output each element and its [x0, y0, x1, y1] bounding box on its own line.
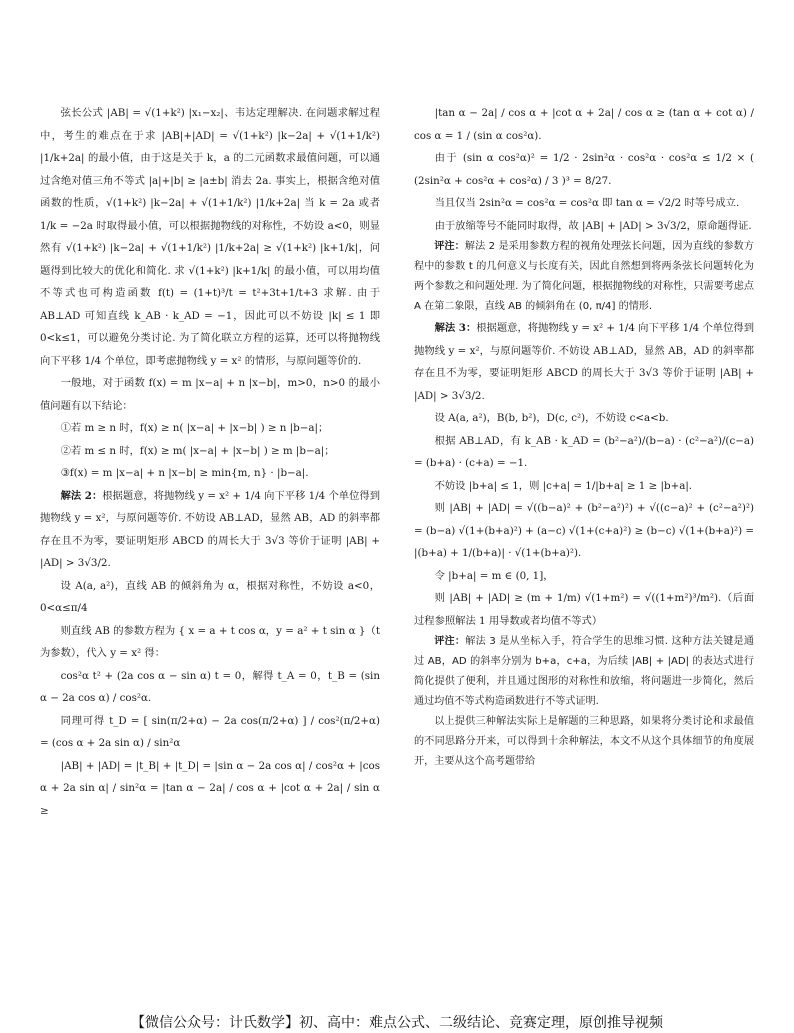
paragraph-text: ①若 m ≥ n 时，f(x) ≥ n( |x−a| + |x−b| ) ≥ n |b−a|；	[60, 422, 329, 434]
section-label: 解法 3：	[434, 322, 477, 334]
paragraph	[414, 475, 754, 498]
paragraph-text: 不妨设 |b+a| ≤ 1，则 |c+a| = 1/|b+a| ≥ 1 ≥ |b+a|.	[434, 479, 693, 492]
paragraph-text: 则 |AB| + |AD| ≥ (m + 1/m) √(1+m²) = √((1+m²)³/m²).（后面过程参照解法 1 用导数或者均值不等式）	[414, 592, 754, 627]
paragraph-text: ③f(x) = m |x−a| + n |x−b| ≥ min{m, n} · |b−a|.	[60, 467, 309, 479]
paragraph-text: 则直线 AB 的参数方程为 { x = a + t cos α，y = a² + t sin α }（t 为参数），代入 y = x² 得：	[40, 624, 380, 659]
paragraph	[40, 755, 380, 823]
paragraph-text: 一般地，对于函数 f(x) = m |x−a| + n |x−b|，m>0，n>0 的最小值问题有以下结论：	[40, 377, 380, 412]
paragraph	[40, 372, 380, 417]
paragraph	[414, 587, 754, 632]
paragraph	[40, 462, 380, 485]
paragraph-text: 当且仅当 2sin²α = cos²α = cos²α 即 tan α = √2/2 时等号成立.	[434, 197, 740, 209]
paragraph	[414, 215, 754, 238]
paragraph-text: 设 A(a, a²)，B(b, b²)，D(c, c²)，不妨设 c<a<b.	[434, 412, 669, 424]
paragraph	[414, 192, 754, 215]
paragraph	[414, 317, 754, 407]
paragraph-text: 则 |AB| + |AD| = √((b−a)² + (b²−a²)²) + √((c−a)² + (c²−a²)²) = (b−a) √(1+(b+a)²) + (a−c) √(1+(c+a)²) ≥ (b−c) √(1+(b+a)²) = |(b+a) + 1/(b+a)| · √(1+(b+a)²).	[414, 502, 754, 559]
paragraph	[414, 147, 754, 192]
paragraph	[414, 102, 754, 147]
paragraph	[40, 417, 380, 440]
paragraph-text: 根据 AB⊥AD，有 k_AB · k_AD = (b²−a²)/(b−a) · (c²−a²)/(c−a) = (b+a) · (c+a) = −1.	[414, 434, 754, 469]
right-column	[414, 102, 754, 1002]
paragraph	[40, 102, 380, 372]
paragraph	[414, 632, 754, 712]
paragraph	[40, 440, 380, 463]
left-column	[40, 102, 380, 1002]
paragraph	[414, 237, 754, 317]
paragraph-text: 根据题意，将抛物线 y = x² + 1/4 向下平移 1/4 个单位得到抛物线 y = x²，与原问题等价. 不妨设 AB⊥AD，显然 AB，AD 的斜率都存在且不为零，要证明矩形 ABCD 的周长大于 3√3 等价于证明 |AB| + |AD| > 3√3/2.	[40, 489, 380, 569]
paragraph	[414, 565, 754, 588]
paragraph-text: 令 |b+a| = m ∈ (0, 1]，	[434, 569, 554, 582]
paragraph	[40, 575, 380, 620]
paragraph	[414, 430, 754, 475]
paragraph-text: 设 A(a, a²)，直线 AB 的倾斜角为 α，根据对称性，不妨设 a<0，0<α≤π/4	[40, 579, 380, 614]
paragraph-text: 由于放缩等号不能同时取得，故 |AB| + |AD| > 3√3/2，原命题得证.	[434, 219, 752, 232]
paragraph	[414, 497, 754, 565]
paragraph	[414, 407, 754, 430]
paragraph-text: 弦长公式 |AB| = √(1+k²) |x₁−x₂|、韦达定理解决. 在问题求解过程中，考生的难点在于求 |AB|+|AD| = √(1+k²) |k−2a| + √(1+1/k²) |1/k+2a| 的最小值，由于这是关于 k，a 的二元函数求最值问题，可以通过含绝对值三角不等式 |a|+|b| ≥ |a±b| 消去 2a. 事实上，根据含绝对值函数的性质，√(1+k²) |k−2a| + √(1+1/k²) |1/k+2a| 当 k = 2a 或者 1/k = −2a 时取得最小值，可以根据抛物线的对称性，不妨设 a<0，则显然有 √(1+k²) |k−2a| + √(1+1/k²) |1/k+2a| ≥ √(1+k²) |k+1/k|，问题得到比较大的优化和简化. 求 √(1+k²) |k+1/k| 的最小值，可以用均值不等式也可构造函数 f(t) = (1+t)³/t = t²+3t+1/t+3 求解. 由于 AB⊥AD 可知直线 k_AB · k_AD = −1，因此可以不妨设 |k| ≤ 1 即 0<k≤1，可以避免分类讨论. 为了简化联立方程的运算，还可以将抛物线向下平移 1/4 个单位，即考虑抛物线 y = x² 的情形，与原问题等价的.	[40, 107, 380, 367]
paragraph-text: 解法 3 是从坐标入手，符合学生的思维习惯. 这种方法关键是通过 AB，AD 的斜率分别为 b+a，c+a，为后续 |AB| + |AD| 的表达式进行简化提供了便利，并且通过图形的对称性和放缩，将问题进一步简化，然后通过均值不等式构造函数进行不等式证明.	[414, 636, 754, 707]
paragraph	[40, 665, 380, 710]
paragraph-text: 根据题意，将抛物线 y = x² + 1/4 向下平移 1/4 个单位得到抛物线 y = x²，与原问题等价. 不妨设 AB⊥AD，显然 AB，AD 的斜率都存在且不为零，要证明矩形 ABCD 的周长大于 3√3 等价于证明 |AB| + |AD| > 3√3/2.	[414, 322, 754, 402]
paragraph	[40, 485, 380, 575]
footer-banner: 【微信公众号：计氏数学】初、高中：难点公式、二级结论、竞赛定理，原创推导视频	[131, 1015, 663, 1031]
paragraph	[414, 712, 754, 772]
paragraph-text: 解法 2 是采用参数方程的视角处理弦长问题，因为直线的参数方程中的参数 t 的几何意义与长度有关，因此自然想到将两条弦长问题转化为两个参数之和问题处理. 为了简化问题，根据抛物线的对称性，只需要考虑点 A 在第二象限，直线 AB 的倾斜角在 (0, π/4] 的情形.	[414, 241, 754, 312]
paragraph-text: ②若 m ≤ n 时，f(x) ≥ m( |x−a| + |x−b| ) ≥ m |b−a|；	[60, 444, 335, 457]
paragraph-text: |AB| + |AD| = |t_B| + |t_D| = |sin α − 2a cos α| / cos²α + |cos α + 2a sin α| / sin²α = |tan α − 2a| / cos α + |cot α + 2a| / sin α ≥	[40, 759, 380, 817]
section-label: 评注：	[434, 636, 466, 647]
paragraph	[40, 620, 380, 665]
paragraph-text: 同理可得 t_D = [ sin(π/2+α) − 2a cos(π/2+α) ] / cos²(π/2+α) = (cos α + 2a sin α) / sin²α	[40, 714, 380, 749]
section-label: 评注：	[434, 241, 465, 252]
paragraph-text: 以上提供三种解法实际上是解题的三种思路，如果将分类讨论和求最值的不同思路分开来，可以得到十余种解法，本文不从这个具体细节的角度展开，主要从这个高考题带给	[414, 716, 754, 767]
section-label: 解法 2：	[60, 489, 103, 502]
paragraph-text: cos²α t² + (2a cos α − sin α) t = 0，解得 t_A = 0，t_B = (sin α − 2a cos α) / cos²α.	[40, 669, 380, 704]
paragraph	[40, 710, 380, 755]
paragraph-text: 由于 (sin α cos²α)² = 1/2 · 2sin²α · cos²α · cos²α ≤ 1/2 × ( (2sin²α + cos²α + cos²α) / 3 )³ = 8/27.	[414, 152, 754, 187]
paragraph-text: |tan α − 2a| / cos α + |cot α + 2a| / cos α ≥ (tan α + cot α) / cos α = 1 / (sin α cos²α).	[414, 107, 754, 142]
